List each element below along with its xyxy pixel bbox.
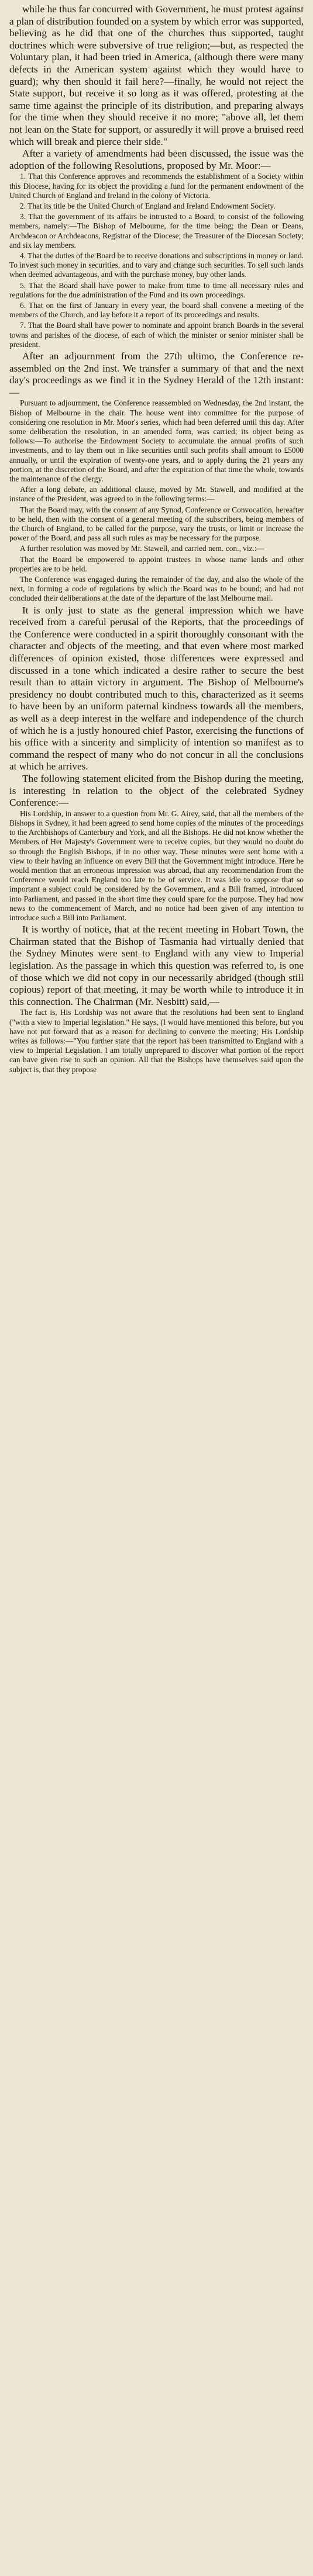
herald-paragraph-5: That the Board be empowered to appoint trustees in whose name lands and other properties are to be held. bbox=[9, 554, 304, 573]
paragraph-amendments: After a variety of amendments had been discussed, the issue was the adoption of the following Resolutions, proposed by Mr. Moor:— bbox=[9, 148, 304, 171]
bishop-statement: His Lordship, in answer to a question from Mr. G. Airey, said, that all the members of the Bishops in Sydney, it had been agreed to send home copies of the minutes of the proceedings to the Archbishops of Canterbury and York, and all the Bishops. He did not know whether the Members of Her Majesty's Government were to receive copies, but they would no doubt do so through the English Bishops, if in no other way. These minutes were sent home with a view to their having an influence on every Bill that the Government might introduce. Here he would mention that an erroneous impression was abroad, that any recommendation from the Conference would reach England too late to be of service. It was idle to suppose that so important a subject could be considered by the Government, and a Bill framed, introduced into Parliament, and passed in the short time they could spare for the purpose. They had now news to the commencement of March, and no notice had been given of any intention to introduce such a Bill into Parliament. bbox=[9, 809, 304, 922]
herald-paragraph-3: That the Board may, with the consent of any Synod, Conference or Convocation, hereafter to be held, then with the consent of a general meeting of the subscribers, being members of the Church of England, to be called for the purpose, vary the trusts, or limit or increase the power of the Board, and pass all such rules as may be necessary for the purpose. bbox=[9, 505, 304, 543]
paragraph-opening: while he thus far concurred with Government, he must protest against a plan of distribution founded on a system by which error was supported, believing as he did that one of the churches thus supported, taught doctrines which were subversive of true religion;—but, as respected the Voluntary plan, it had been tried in America, (although there were many defects in the American system against which they would have to guard); why then should it fail here?—finally, he would not reject the State support, but receive it so long as it was offered, protesting at the same time against the principle of its distribution, and preparing always for the time when they should receive it no more; "above all, let them not lean on the State for support, or assuredly it will prove a bruised reed which will break and pierce their side." bbox=[9, 4, 304, 147]
herald-paragraph-4: A further resolution was moved by Mr. Stawell, and carried nem. con., viz.:— bbox=[20, 544, 264, 553]
herald-paragraph-1: Pursuant to adjournment, the Conference reassembled on Wednesday, the 2nd instant, the Bishop of Melbourne in the chair. The house went into committee for the purpose of considering one resolution in Mr. Moor's series, which had been deferred until this day. After some deliberation the resolution, in an amended form, was carried; its object being as follows:—To authorise the Endowment Society to accumulate the annual profits of such investments, and to lay them out in like securities until such profits shall amount to £5000 annually, or until the expiration of twenty-one years, and to apply during the 21 years any portion, at the discretion of the Board, and after the expiration of that time the whole, towards the maintenance of the clergy. bbox=[9, 398, 304, 483]
paragraph-adjournment: After an adjournment from the 27th ultimo, the Conference re-assembled on the 2nd inst. We transfer a summary of that and the next day's proceedings as we find it in the Sydney Herald of the 12th instant:— bbox=[9, 350, 304, 398]
paragraph-statement-intro: The following statement elicited from the Bishop during the meeting, is interesting in relation to the object of the celebrated Sydney Conference:— bbox=[9, 772, 304, 809]
paragraph-impression: It is only just to state as the general impression which we have received from a careful perusal of the Reports, that the proceedings of the Conference were conducted in a spirit thoroughly consonant with the character and objects of the meeting, and that even where most marked differences of opinion existed, those differences were expressed and discussed in a tone which indicated a desire rather to secure the best result than to attain victory in argument. The Bishop of Melbourne's presidency no doubt contributed much to this, characterized as it seems to have been by an uniform paternal kindness towards all the members, as well as a deep interest in the welfare and independence of the church of which he is a justly honoured chief Pastor, exercising the functions of his office with a sincerity and simplicity of intention so manifest as to command the respect of many who do not concur in all the conclusions at which he arrives. bbox=[9, 604, 304, 772]
resolution-3: 3. That the government of its affairs be intrusted to a Board, to consist of the following members, namely:—The Bishop of Melbourne, for the time being; the Dean or Deans, Archdeacon or Archdeacons, Registrar of the Diocese; the Treasurer of the Diocesan Society; and six lay members. bbox=[9, 212, 304, 249]
chairman-quote: The fact is, His Lordship was not aware that the resolutions had been sent to England ("with a view to Imperial legislation." He says, (I would have mentioned this before, but you have not put forward that as a reason for declining to convene the meeting; His Lordship writes as follows:—"You further state that the report has been transmitted to England with a view to Imperial Legislation. I am totally unprepared to discover what portion of the report can have given rise to such an opinion. All that the Bishops have themselves said upon the subject is, that they propose bbox=[9, 1008, 304, 1074]
herald-paragraph-6: The Conference was engaged during the remainder of the day, and also the whole of the next, in forming a code of regulations by which the Board was to be bound; and had not concluded their deliberations at the date of the departure of the last Melbourne mail. bbox=[9, 575, 304, 603]
resolution-6: 6. That on the first of January in every year, the board shall convene a meeting of the members of the Church, and lay before it a report of its proceedings and results. bbox=[9, 300, 304, 320]
resolution-2: 2. That its title be the United Church of England and Ireland Endowment Society. bbox=[20, 201, 276, 210]
newspaper-column bbox=[9, 0, 304, 2574]
resolution-4: 4. That the duties of the Board be to receive donations and subscriptions in money or land. To invest such money in securities, and to vary and change such securities. To sell such lands when deemed advantageous, and with the purchase money, buy other lands. bbox=[9, 251, 304, 279]
resolutions-list bbox=[9, 172, 304, 349]
paragraph-hobart: It is worthy of notice, that at the recent meeting in Hobart Town, the Chairman stated that the Bishop of Tasmania had virtually denied that the Sydney Minutes were sent to England with any view to Imperial legislation. As the passage in which this question was referred to, is one of those which we did not copy in our necessarily abridged (though still copious) report of that meeting, it may be worth while to introduce it in this connection. The Chairman (Mr. Nesbitt) said,— bbox=[9, 924, 304, 1007]
herald-paragraph-2: After a long debate, an additional clause, moved by Mr. Stawell, and modified at the instance of the President, was agreed to in the following terms:— bbox=[9, 485, 304, 504]
herald-extract bbox=[9, 398, 304, 603]
resolution-5: 5. That the Board shall have power to make from time to time all necessary rules and regulations for the due administration of the Fund and its own proceedings. bbox=[9, 280, 304, 299]
resolution-7: 7. That the Board shall have power to nominate and appoint branch Boards in the several towns and parishes of the diocese, of each of which the minister or senior minister shall be president. bbox=[9, 321, 304, 349]
resolution-1: 1. That this Conference approves and recommends the establishment of a Society within this Diocese, having for its object the providing a fund for the permanent endowment of the United Church of England and Ireland in the colony of Victoria. bbox=[9, 172, 304, 200]
